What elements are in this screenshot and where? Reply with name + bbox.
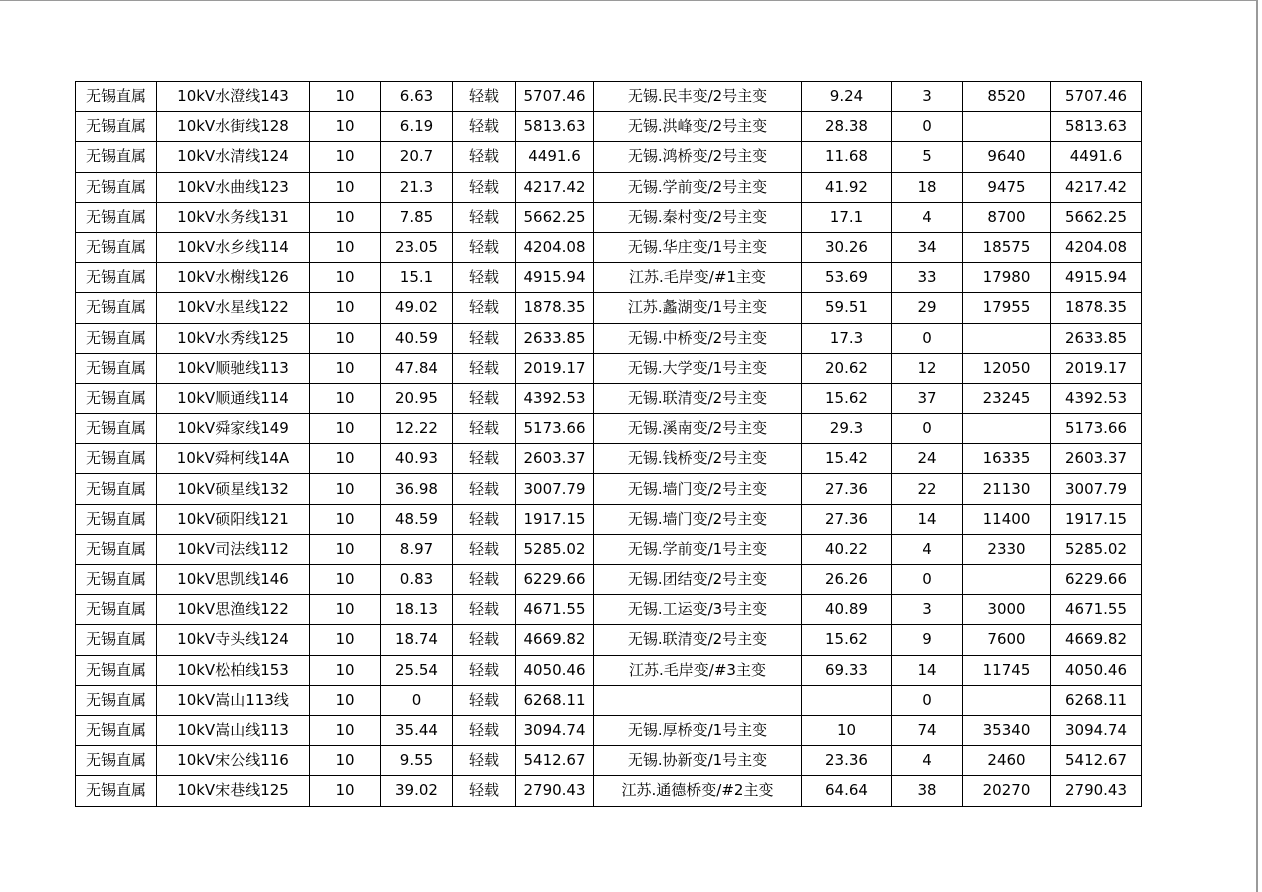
cell-capacity-2: 4050.46 bbox=[1051, 655, 1142, 685]
cell-substation: 江苏.毛岸变/#3主变 bbox=[594, 655, 802, 685]
cell-count: 37 bbox=[892, 383, 963, 413]
table-row bbox=[76, 776, 1142, 806]
cell-length: 18.74 bbox=[381, 625, 453, 655]
cell-capacity: 5285.02 bbox=[516, 534, 594, 564]
cell-load-status: 轻载 bbox=[453, 82, 516, 112]
cell-voltage: 10 bbox=[310, 534, 381, 564]
cell-capacity: 3094.74 bbox=[516, 715, 594, 745]
cell-load-rate: 29.3 bbox=[802, 414, 892, 444]
cell-load-status: 轻载 bbox=[453, 444, 516, 474]
cell-substation: 江苏.通德桥变/#2主变 bbox=[594, 776, 802, 806]
cell-load-rate: 17.1 bbox=[802, 202, 892, 232]
cell-load-status: 轻载 bbox=[453, 232, 516, 262]
cell-line-name: 10kV嵩山113线 bbox=[157, 685, 310, 715]
cell-line-name: 10kV司法线112 bbox=[157, 534, 310, 564]
cell-capacity-2: 6229.66 bbox=[1051, 565, 1142, 595]
cell-line-name: 10kV寺头线124 bbox=[157, 625, 310, 655]
cell-unit: 无锡直属 bbox=[76, 715, 157, 745]
cell-capacity: 1917.15 bbox=[516, 504, 594, 534]
cell-length: 39.02 bbox=[381, 776, 453, 806]
cell-unit: 无锡直属 bbox=[76, 746, 157, 776]
cell-length: 23.05 bbox=[381, 232, 453, 262]
cell-capacity: 5412.67 bbox=[516, 746, 594, 776]
cell-substation: 无锡.联清变/2号主变 bbox=[594, 383, 802, 413]
table-body bbox=[76, 82, 1142, 807]
cell-substation: 无锡.墙门变/2号主变 bbox=[594, 474, 802, 504]
cell-unit: 无锡直属 bbox=[76, 474, 157, 504]
cell-amount: 17980 bbox=[963, 263, 1051, 293]
table-row bbox=[76, 565, 1142, 595]
cell-load-rate: 69.33 bbox=[802, 655, 892, 685]
cell-load-rate: 59.51 bbox=[802, 293, 892, 323]
cell-unit: 无锡直属 bbox=[76, 383, 157, 413]
cell-capacity: 4669.82 bbox=[516, 625, 594, 655]
cell-amount: 2330 bbox=[963, 534, 1051, 564]
cell-substation: 无锡.团结变/2号主变 bbox=[594, 565, 802, 595]
cell-length: 15.1 bbox=[381, 263, 453, 293]
cell-capacity: 5707.46 bbox=[516, 82, 594, 112]
cell-substation: 无锡.协新变/1号主变 bbox=[594, 746, 802, 776]
cell-load-rate: 15.62 bbox=[802, 383, 892, 413]
cell-length: 35.44 bbox=[381, 715, 453, 745]
cell-substation: 无锡.洪峰变/2号主变 bbox=[594, 112, 802, 142]
cell-amount bbox=[963, 414, 1051, 444]
cell-load-status: 轻载 bbox=[453, 142, 516, 172]
cell-load-status: 轻载 bbox=[453, 565, 516, 595]
cell-count: 34 bbox=[892, 232, 963, 262]
cell-load-status: 轻载 bbox=[453, 534, 516, 564]
cell-voltage: 10 bbox=[310, 172, 381, 202]
cell-length: 12.22 bbox=[381, 414, 453, 444]
cell-count: 33 bbox=[892, 263, 963, 293]
cell-amount: 11745 bbox=[963, 655, 1051, 685]
cell-unit: 无锡直属 bbox=[76, 595, 157, 625]
cell-line-name: 10kV水星线122 bbox=[157, 293, 310, 323]
cell-amount: 7600 bbox=[963, 625, 1051, 655]
cell-capacity-2: 5813.63 bbox=[1051, 112, 1142, 142]
cell-voltage: 10 bbox=[310, 232, 381, 262]
cell-voltage: 10 bbox=[310, 323, 381, 353]
cell-load-status: 轻载 bbox=[453, 263, 516, 293]
cell-amount: 21130 bbox=[963, 474, 1051, 504]
cell-length: 47.84 bbox=[381, 353, 453, 383]
cell-substation: 无锡.学前变/2号主变 bbox=[594, 172, 802, 202]
cell-capacity: 6268.11 bbox=[516, 685, 594, 715]
cell-length: 6.19 bbox=[381, 112, 453, 142]
cell-count: 4 bbox=[892, 534, 963, 564]
cell-amount: 11400 bbox=[963, 504, 1051, 534]
cell-voltage: 10 bbox=[310, 293, 381, 323]
cell-capacity: 2633.85 bbox=[516, 323, 594, 353]
table-row bbox=[76, 232, 1142, 262]
cell-unit: 无锡直属 bbox=[76, 353, 157, 383]
cell-capacity: 2790.43 bbox=[516, 776, 594, 806]
cell-load-status: 轻载 bbox=[453, 293, 516, 323]
cell-substation: 无锡.工运变/3号主变 bbox=[594, 595, 802, 625]
cell-line-name: 10kV水清线124 bbox=[157, 142, 310, 172]
cell-unit: 无锡直属 bbox=[76, 534, 157, 564]
cell-length: 0.83 bbox=[381, 565, 453, 595]
cell-count: 38 bbox=[892, 776, 963, 806]
cell-unit: 无锡直属 bbox=[76, 82, 157, 112]
cell-count: 22 bbox=[892, 474, 963, 504]
cell-count: 4 bbox=[892, 746, 963, 776]
cell-unit: 无锡直属 bbox=[76, 776, 157, 806]
cell-load-rate: 20.62 bbox=[802, 353, 892, 383]
cell-load-rate: 30.26 bbox=[802, 232, 892, 262]
cell-amount bbox=[963, 112, 1051, 142]
cell-capacity-2: 2603.37 bbox=[1051, 444, 1142, 474]
cell-load-status: 轻载 bbox=[453, 504, 516, 534]
cell-substation bbox=[594, 685, 802, 715]
cell-line-name: 10kV水榭线126 bbox=[157, 263, 310, 293]
cell-unit: 无锡直属 bbox=[76, 232, 157, 262]
cell-line-name: 10kV硕星线132 bbox=[157, 474, 310, 504]
cell-voltage: 10 bbox=[310, 202, 381, 232]
cell-voltage: 10 bbox=[310, 685, 381, 715]
cell-capacity: 5173.66 bbox=[516, 414, 594, 444]
cell-line-name: 10kV松柏线153 bbox=[157, 655, 310, 685]
cell-amount bbox=[963, 685, 1051, 715]
table-row bbox=[76, 142, 1142, 172]
cell-capacity: 6229.66 bbox=[516, 565, 594, 595]
cell-line-name: 10kV水秀线125 bbox=[157, 323, 310, 353]
cell-capacity-2: 1917.15 bbox=[1051, 504, 1142, 534]
cell-unit: 无锡直属 bbox=[76, 202, 157, 232]
cell-load-rate: 28.38 bbox=[802, 112, 892, 142]
cell-amount: 16335 bbox=[963, 444, 1051, 474]
cell-line-name: 10kV水乡线114 bbox=[157, 232, 310, 262]
table-row bbox=[76, 655, 1142, 685]
cell-count: 0 bbox=[892, 685, 963, 715]
cell-length: 48.59 bbox=[381, 504, 453, 534]
cell-substation: 无锡.大学变/1号主变 bbox=[594, 353, 802, 383]
cell-count: 5 bbox=[892, 142, 963, 172]
cell-count: 12 bbox=[892, 353, 963, 383]
table-row bbox=[76, 444, 1142, 474]
cell-load-status: 轻载 bbox=[453, 595, 516, 625]
cell-capacity: 4204.08 bbox=[516, 232, 594, 262]
cell-load-status: 轻载 bbox=[453, 172, 516, 202]
cell-line-name: 10kV水务线131 bbox=[157, 202, 310, 232]
cell-unit: 无锡直属 bbox=[76, 142, 157, 172]
cell-capacity-2: 5662.25 bbox=[1051, 202, 1142, 232]
cell-load-status: 轻载 bbox=[453, 715, 516, 745]
cell-capacity: 4491.6 bbox=[516, 142, 594, 172]
cell-load-rate: 64.64 bbox=[802, 776, 892, 806]
cell-amount bbox=[963, 565, 1051, 595]
data-table bbox=[75, 81, 1142, 807]
cell-load-rate bbox=[802, 685, 892, 715]
cell-voltage: 10 bbox=[310, 414, 381, 444]
cell-amount: 9640 bbox=[963, 142, 1051, 172]
cell-substation: 无锡.溪南变/2号主变 bbox=[594, 414, 802, 444]
cell-count: 3 bbox=[892, 595, 963, 625]
cell-voltage: 10 bbox=[310, 715, 381, 745]
cell-load-rate: 23.36 bbox=[802, 746, 892, 776]
cell-load-status: 轻载 bbox=[453, 746, 516, 776]
cell-count: 14 bbox=[892, 504, 963, 534]
cell-substation: 无锡.学前变/1号主变 bbox=[594, 534, 802, 564]
table-row bbox=[76, 293, 1142, 323]
cell-line-name: 10kV顺通线114 bbox=[157, 383, 310, 413]
cell-count: 29 bbox=[892, 293, 963, 323]
cell-length: 40.59 bbox=[381, 323, 453, 353]
cell-capacity-2: 3094.74 bbox=[1051, 715, 1142, 745]
cell-unit: 无锡直属 bbox=[76, 625, 157, 655]
table-row bbox=[76, 474, 1142, 504]
cell-line-name: 10kV宋公线116 bbox=[157, 746, 310, 776]
cell-amount: 9475 bbox=[963, 172, 1051, 202]
cell-load-status: 轻载 bbox=[453, 202, 516, 232]
cell-capacity-2: 2019.17 bbox=[1051, 353, 1142, 383]
table-row bbox=[76, 746, 1142, 776]
table-row bbox=[76, 353, 1142, 383]
table-row bbox=[76, 202, 1142, 232]
cell-substation: 无锡.墙门变/2号主变 bbox=[594, 504, 802, 534]
cell-voltage: 10 bbox=[310, 746, 381, 776]
cell-amount: 3000 bbox=[963, 595, 1051, 625]
cell-count: 0 bbox=[892, 414, 963, 444]
cell-load-rate: 11.68 bbox=[802, 142, 892, 172]
cell-load-status: 轻载 bbox=[453, 323, 516, 353]
cell-load-rate: 40.89 bbox=[802, 595, 892, 625]
table-row bbox=[76, 504, 1142, 534]
cell-capacity-2: 1878.35 bbox=[1051, 293, 1142, 323]
cell-count: 3 bbox=[892, 82, 963, 112]
cell-length: 21.3 bbox=[381, 172, 453, 202]
table-row bbox=[76, 172, 1142, 202]
cell-capacity-2: 4915.94 bbox=[1051, 263, 1142, 293]
cell-voltage: 10 bbox=[310, 474, 381, 504]
cell-unit: 无锡直属 bbox=[76, 414, 157, 444]
cell-voltage: 10 bbox=[310, 444, 381, 474]
cell-capacity-2: 4217.42 bbox=[1051, 172, 1142, 202]
cell-length: 6.63 bbox=[381, 82, 453, 112]
cell-unit: 无锡直属 bbox=[76, 263, 157, 293]
cell-load-rate: 10 bbox=[802, 715, 892, 745]
cell-count: 14 bbox=[892, 655, 963, 685]
table-row bbox=[76, 595, 1142, 625]
cell-voltage: 10 bbox=[310, 655, 381, 685]
cell-load-rate: 41.92 bbox=[802, 172, 892, 202]
cell-load-rate: 40.22 bbox=[802, 534, 892, 564]
cell-capacity: 4050.46 bbox=[516, 655, 594, 685]
cell-capacity-2: 2790.43 bbox=[1051, 776, 1142, 806]
table-row bbox=[76, 625, 1142, 655]
cell-line-name: 10kV顺驰线113 bbox=[157, 353, 310, 383]
cell-capacity-2: 4204.08 bbox=[1051, 232, 1142, 262]
cell-capacity: 3007.79 bbox=[516, 474, 594, 504]
cell-voltage: 10 bbox=[310, 595, 381, 625]
cell-length: 7.85 bbox=[381, 202, 453, 232]
table-row bbox=[76, 685, 1142, 715]
cell-capacity-2: 4669.82 bbox=[1051, 625, 1142, 655]
table-row bbox=[76, 323, 1142, 353]
cell-substation: 无锡.鸿桥变/2号主变 bbox=[594, 142, 802, 172]
cell-unit: 无锡直属 bbox=[76, 112, 157, 142]
cell-substation: 无锡.民丰变/2号主变 bbox=[594, 82, 802, 112]
cell-line-name: 10kV宋巷线125 bbox=[157, 776, 310, 806]
cell-length: 49.02 bbox=[381, 293, 453, 323]
cell-line-name: 10kV舜家线149 bbox=[157, 414, 310, 444]
cell-amount: 8700 bbox=[963, 202, 1051, 232]
cell-line-name: 10kV舜柯线14A bbox=[157, 444, 310, 474]
cell-load-rate: 27.36 bbox=[802, 504, 892, 534]
cell-capacity: 4392.53 bbox=[516, 383, 594, 413]
cell-load-status: 轻载 bbox=[453, 625, 516, 655]
cell-capacity: 1878.35 bbox=[516, 293, 594, 323]
cell-voltage: 10 bbox=[310, 263, 381, 293]
cell-count: 0 bbox=[892, 112, 963, 142]
cell-capacity-2: 5285.02 bbox=[1051, 534, 1142, 564]
cell-capacity-2: 3007.79 bbox=[1051, 474, 1142, 504]
cell-voltage: 10 bbox=[310, 112, 381, 142]
cell-count: 18 bbox=[892, 172, 963, 202]
cell-substation: 无锡.中桥变/2号主变 bbox=[594, 323, 802, 353]
cell-capacity: 2019.17 bbox=[516, 353, 594, 383]
cell-capacity: 5662.25 bbox=[516, 202, 594, 232]
cell-amount: 12050 bbox=[963, 353, 1051, 383]
cell-load-status: 轻载 bbox=[453, 685, 516, 715]
cell-length: 0 bbox=[381, 685, 453, 715]
cell-capacity: 4915.94 bbox=[516, 263, 594, 293]
cell-load-rate: 17.3 bbox=[802, 323, 892, 353]
cell-length: 18.13 bbox=[381, 595, 453, 625]
cell-voltage: 10 bbox=[310, 625, 381, 655]
cell-capacity-2: 5707.46 bbox=[1051, 82, 1142, 112]
cell-length: 8.97 bbox=[381, 534, 453, 564]
table-row bbox=[76, 715, 1142, 745]
table-row bbox=[76, 534, 1142, 564]
table-row bbox=[76, 414, 1142, 444]
cell-load-rate: 26.26 bbox=[802, 565, 892, 595]
cell-amount: 23245 bbox=[963, 383, 1051, 413]
cell-unit: 无锡直属 bbox=[76, 293, 157, 323]
cell-load-status: 轻载 bbox=[453, 353, 516, 383]
cell-count: 0 bbox=[892, 323, 963, 353]
cell-capacity-2: 4491.6 bbox=[1051, 142, 1142, 172]
cell-substation: 江苏.蠡湖变/1号主变 bbox=[594, 293, 802, 323]
cell-unit: 无锡直属 bbox=[76, 323, 157, 353]
cell-unit: 无锡直属 bbox=[76, 504, 157, 534]
cell-load-rate: 15.62 bbox=[802, 625, 892, 655]
cell-length: 25.54 bbox=[381, 655, 453, 685]
cell-voltage: 10 bbox=[310, 353, 381, 383]
cell-amount bbox=[963, 323, 1051, 353]
cell-capacity-2: 4671.55 bbox=[1051, 595, 1142, 625]
cell-capacity-2: 5173.66 bbox=[1051, 414, 1142, 444]
cell-amount: 20270 bbox=[963, 776, 1051, 806]
cell-line-name: 10kV水曲线123 bbox=[157, 172, 310, 202]
cell-unit: 无锡直属 bbox=[76, 172, 157, 202]
cell-count: 24 bbox=[892, 444, 963, 474]
cell-unit: 无锡直属 bbox=[76, 565, 157, 595]
cell-amount: 8520 bbox=[963, 82, 1051, 112]
cell-substation: 无锡.钱桥变/2号主变 bbox=[594, 444, 802, 474]
cell-substation: 江苏.毛岸变/#1主变 bbox=[594, 263, 802, 293]
table-row bbox=[76, 82, 1142, 112]
cell-capacity-2: 4392.53 bbox=[1051, 383, 1142, 413]
cell-voltage: 10 bbox=[310, 504, 381, 534]
cell-voltage: 10 bbox=[310, 383, 381, 413]
cell-capacity: 5813.63 bbox=[516, 112, 594, 142]
cell-line-name: 10kV水街线128 bbox=[157, 112, 310, 142]
cell-length: 20.95 bbox=[381, 383, 453, 413]
cell-unit: 无锡直属 bbox=[76, 655, 157, 685]
table-row bbox=[76, 263, 1142, 293]
cell-capacity: 2603.37 bbox=[516, 444, 594, 474]
cell-load-status: 轻载 bbox=[453, 655, 516, 685]
cell-load-rate: 53.69 bbox=[802, 263, 892, 293]
cell-load-rate: 9.24 bbox=[802, 82, 892, 112]
cell-load-status: 轻载 bbox=[453, 383, 516, 413]
cell-load-status: 轻载 bbox=[453, 414, 516, 444]
cell-capacity: 4671.55 bbox=[516, 595, 594, 625]
cell-capacity-2: 6268.11 bbox=[1051, 685, 1142, 715]
cell-amount: 35340 bbox=[963, 715, 1051, 745]
cell-line-name: 10kV思渔线122 bbox=[157, 595, 310, 625]
cell-load-status: 轻载 bbox=[453, 474, 516, 504]
cell-voltage: 10 bbox=[310, 776, 381, 806]
cell-unit: 无锡直属 bbox=[76, 685, 157, 715]
cell-length: 20.7 bbox=[381, 142, 453, 172]
table-row bbox=[76, 383, 1142, 413]
cell-unit: 无锡直属 bbox=[76, 444, 157, 474]
cell-count: 9 bbox=[892, 625, 963, 655]
cell-substation: 无锡.联清变/2号主变 bbox=[594, 625, 802, 655]
cell-count: 74 bbox=[892, 715, 963, 745]
cell-substation: 无锡.厚桥变/1号主变 bbox=[594, 715, 802, 745]
cell-capacity-2: 2633.85 bbox=[1051, 323, 1142, 353]
cell-capacity-2: 5412.67 bbox=[1051, 746, 1142, 776]
cell-line-name: 10kV嵩山线113 bbox=[157, 715, 310, 745]
cell-load-status: 轻载 bbox=[453, 112, 516, 142]
cell-length: 40.93 bbox=[381, 444, 453, 474]
cell-count: 4 bbox=[892, 202, 963, 232]
cell-amount: 18575 bbox=[963, 232, 1051, 262]
cell-voltage: 10 bbox=[310, 565, 381, 595]
cell-amount: 17955 bbox=[963, 293, 1051, 323]
cell-line-name: 10kV思凯线146 bbox=[157, 565, 310, 595]
cell-substation: 无锡.秦村变/2号主变 bbox=[594, 202, 802, 232]
cell-substation: 无锡.华庄变/1号主变 bbox=[594, 232, 802, 262]
cell-voltage: 10 bbox=[310, 142, 381, 172]
cell-length: 9.55 bbox=[381, 746, 453, 776]
cell-amount: 2460 bbox=[963, 746, 1051, 776]
cell-voltage: 10 bbox=[310, 82, 381, 112]
cell-load-status: 轻载 bbox=[453, 776, 516, 806]
cell-length: 36.98 bbox=[381, 474, 453, 504]
cell-capacity: 4217.42 bbox=[516, 172, 594, 202]
cell-load-rate: 27.36 bbox=[802, 474, 892, 504]
cell-line-name: 10kV水澄线143 bbox=[157, 82, 310, 112]
table-row bbox=[76, 112, 1142, 142]
cell-count: 0 bbox=[892, 565, 963, 595]
cell-load-rate: 15.42 bbox=[802, 444, 892, 474]
cell-line-name: 10kV硕阳线121 bbox=[157, 504, 310, 534]
